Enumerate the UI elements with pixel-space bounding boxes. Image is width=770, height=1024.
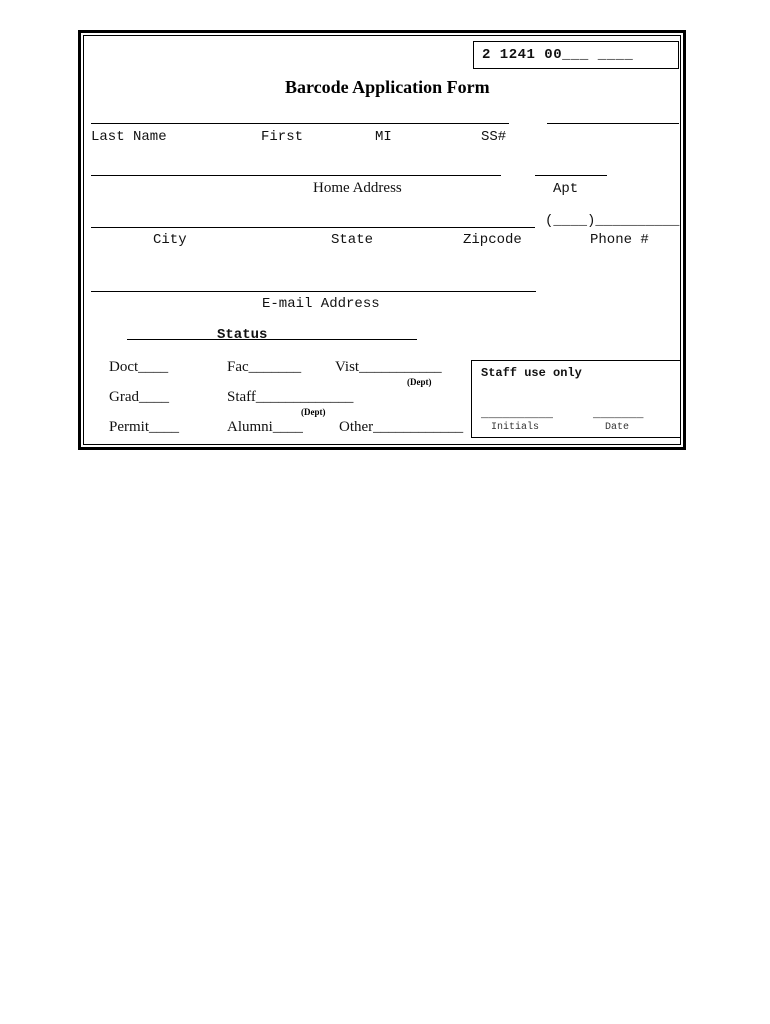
ss-label: SS#: [481, 129, 507, 145]
home-address-line[interactable]: [91, 175, 501, 176]
staff-use-box: [471, 360, 681, 438]
initials-line[interactable]: __________: [481, 407, 554, 421]
staff-option[interactable]: Staff_____________: [227, 389, 354, 405]
ss-line[interactable]: [547, 123, 679, 124]
permit-option[interactable]: Permit____: [109, 419, 179, 435]
first-name-label: First: [261, 129, 304, 145]
vist-option[interactable]: Vist___________: [335, 359, 442, 375]
doct-option[interactable]: Doct____: [109, 359, 169, 375]
last-name-label: Last Name: [91, 129, 167, 145]
city-label: City: [153, 232, 187, 248]
name-line[interactable]: [91, 123, 509, 124]
middle-initial-label: MI: [375, 129, 392, 145]
barcode-id-number: 2 1241 00___ ____: [482, 47, 634, 63]
fac-option[interactable]: Fac_______: [227, 359, 302, 375]
barcode-id-box: [473, 41, 679, 69]
barcode-application-form: [78, 30, 686, 450]
grad-option[interactable]: Grad____: [109, 389, 169, 405]
status-heading: Status: [217, 327, 268, 343]
city-state-zip-line[interactable]: [91, 227, 535, 228]
other-option[interactable]: Other____________: [339, 419, 464, 435]
apt-label: Apt: [553, 181, 579, 197]
state-label: State: [331, 232, 374, 248]
home-address-label: Home Address: [313, 180, 402, 196]
form-title: Barcode Application Form: [285, 77, 490, 97]
date-line[interactable]: _______: [593, 407, 644, 421]
phone-field[interactable]: (____)__________: [545, 213, 680, 229]
phone-label: Phone #: [590, 232, 649, 248]
zipcode-label: Zipcode: [463, 232, 522, 248]
email-line[interactable]: [91, 291, 536, 292]
date-label: Date: [605, 422, 630, 433]
vist-dept-label: (Dept): [407, 377, 432, 387]
initials-label: Initials: [491, 422, 540, 433]
email-label: E-mail Address: [262, 296, 380, 312]
staff-dept-label: (Dept): [301, 407, 326, 417]
alumni-option[interactable]: Alumni____: [227, 419, 303, 435]
status-underline: [127, 339, 417, 340]
apt-line[interactable]: [535, 175, 607, 176]
staff-use-heading: Staff use only: [481, 366, 582, 380]
